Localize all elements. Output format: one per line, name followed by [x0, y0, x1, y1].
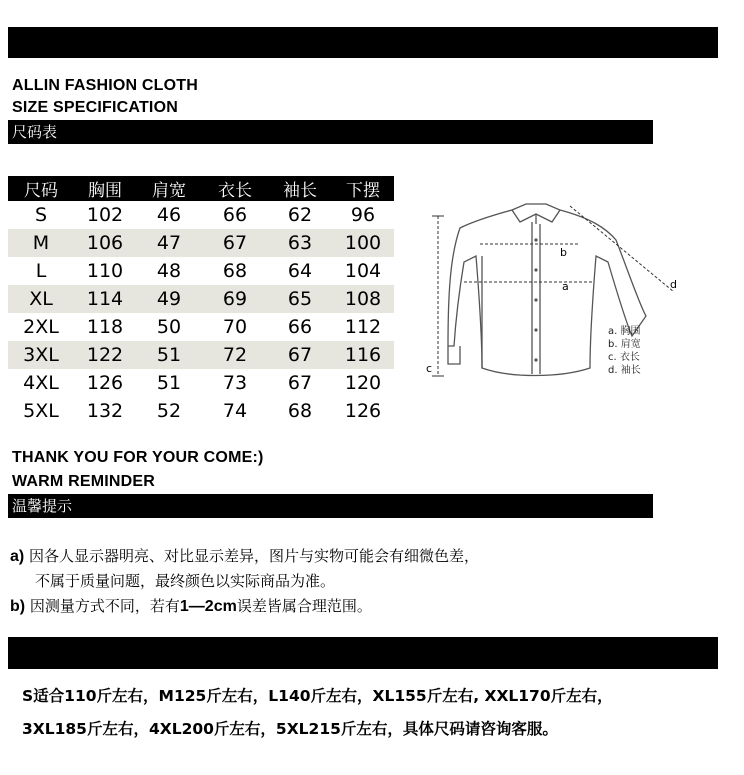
sleeve-cell: 65	[268, 285, 332, 313]
hem-cell: 126	[344, 400, 382, 422]
hem-cell: 96	[350, 204, 376, 226]
chest-cell: 102	[86, 204, 124, 226]
label-c: c	[426, 362, 433, 375]
col-header-chest: 胸围	[74, 176, 136, 201]
legend-item: c. 衣长	[608, 352, 640, 363]
size-cell: XL	[8, 285, 74, 313]
length-cell: 72	[202, 341, 268, 369]
shoulder-cell: 47	[136, 229, 202, 257]
chest-cell: 122	[74, 341, 136, 369]
sleeve-cell: 66	[287, 316, 313, 338]
size-table-header	[8, 176, 394, 201]
note-b-prefix: b)	[10, 598, 26, 615]
chest-cell: 132	[86, 400, 124, 422]
note-b	[10, 595, 372, 616]
size-cell: 4XL	[23, 372, 59, 394]
label-b: b	[560, 246, 567, 259]
note-b-text-2: 误差皆属合理范围。	[236, 597, 372, 615]
note-a-line2: 不属于质量问题，最终颜色以实际商品为准。	[35, 572, 336, 590]
size-table	[8, 176, 394, 425]
label-a: a	[562, 280, 569, 293]
col-header-length: 衣长	[202, 176, 268, 201]
sleeve-cell: 62	[287, 204, 313, 226]
size-chart-band: 尺码表	[8, 120, 653, 144]
hem-cell: 108	[332, 285, 394, 313]
note-a-line1	[10, 545, 479, 566]
sleeve-cell: 64	[287, 260, 313, 282]
length-cell: 66	[222, 204, 248, 226]
length-cell: 67	[202, 229, 268, 257]
chest-cell: 118	[86, 316, 124, 338]
size-spec-title: SIZE SPECIFICATION	[12, 99, 178, 116]
table-row	[8, 285, 394, 313]
table-row	[8, 313, 394, 341]
sleeve-cell: 68	[287, 400, 313, 422]
length-cell: 68	[222, 260, 248, 282]
brand-title: ALLIN FASHION CLOTH	[12, 77, 199, 94]
hem-cell: 120	[344, 372, 382, 394]
table-row	[8, 369, 394, 397]
fit-guide-line1: S适合110斤左右，M125斤左右，L140斤左右，XL155斤左右, XXL170斤左右，	[22, 687, 613, 705]
size-cell: S	[34, 204, 48, 226]
table-row	[8, 397, 394, 425]
hem-cell: 104	[344, 260, 382, 282]
shirt-measurement-diagram	[420, 196, 710, 386]
top-banner-bar	[8, 27, 718, 58]
table-row	[8, 341, 394, 369]
legend-item: d. 袖长	[608, 365, 641, 376]
sleeve-cell: 67	[287, 372, 313, 394]
size-cell: L	[35, 260, 47, 282]
sleeve-cell: 63	[268, 229, 332, 257]
shoulder-cell: 52	[156, 400, 182, 422]
fit-guide-line2: 3XL185斤左右，4XL200斤左右，5XL215斤左右，具体尺码请咨询客服。	[22, 720, 558, 738]
warm-reminder-title: WARM REMINDER	[12, 473, 156, 490]
diagram-legend	[608, 325, 641, 377]
bottom-banner-bar	[8, 637, 718, 669]
note-b-text-1: 因测量方式不同，若有	[29, 597, 180, 615]
shoulder-cell: 49	[136, 285, 202, 313]
length-cell: 69	[202, 285, 268, 313]
sleeve-cell: 67	[268, 341, 332, 369]
hem-cell: 112	[344, 316, 382, 338]
chest-cell: 126	[86, 372, 124, 394]
col-header-shoulder: 肩宽	[136, 176, 202, 201]
col-header-sleeve: 袖长	[268, 176, 332, 201]
shoulder-cell: 50	[156, 316, 182, 338]
shoulder-cell: 51	[156, 372, 182, 394]
size-cell: M	[8, 229, 74, 257]
table-row	[8, 229, 394, 257]
warm-reminder-band: 温馨提示	[8, 494, 653, 518]
label-d: d	[670, 278, 677, 291]
shoulder-cell: 46	[156, 204, 182, 226]
size-cell: 5XL	[23, 400, 59, 422]
note-a-prefix: a)	[10, 548, 25, 565]
hem-cell: 116	[332, 341, 394, 369]
size-cell: 3XL	[8, 341, 74, 369]
col-header-hem: 下摆	[332, 176, 394, 201]
shoulder-cell: 51	[136, 341, 202, 369]
chest-cell: 110	[86, 260, 124, 282]
legend-item: b. 肩宽	[608, 339, 641, 350]
length-cell: 70	[222, 316, 248, 338]
length-cell: 73	[222, 372, 248, 394]
shoulder-cell: 48	[156, 260, 182, 282]
hem-cell: 100	[332, 229, 394, 257]
table-row	[8, 257, 394, 285]
note-b-range: 1—2cm	[179, 598, 237, 615]
length-cell: 74	[222, 400, 248, 422]
legend-item: a. 胸围	[608, 326, 641, 337]
chest-cell: 106	[74, 229, 136, 257]
size-cell: 2XL	[23, 316, 59, 338]
note-a-text: 因各人显示器明亮、对比显示差异，图片与实物可能会有细微色差，	[29, 547, 480, 565]
chest-cell: 114	[74, 285, 136, 313]
table-row	[8, 201, 394, 229]
thank-you-title: THANK YOU FOR YOUR COME:)	[12, 449, 264, 466]
col-header-size: 尺码	[8, 176, 74, 201]
